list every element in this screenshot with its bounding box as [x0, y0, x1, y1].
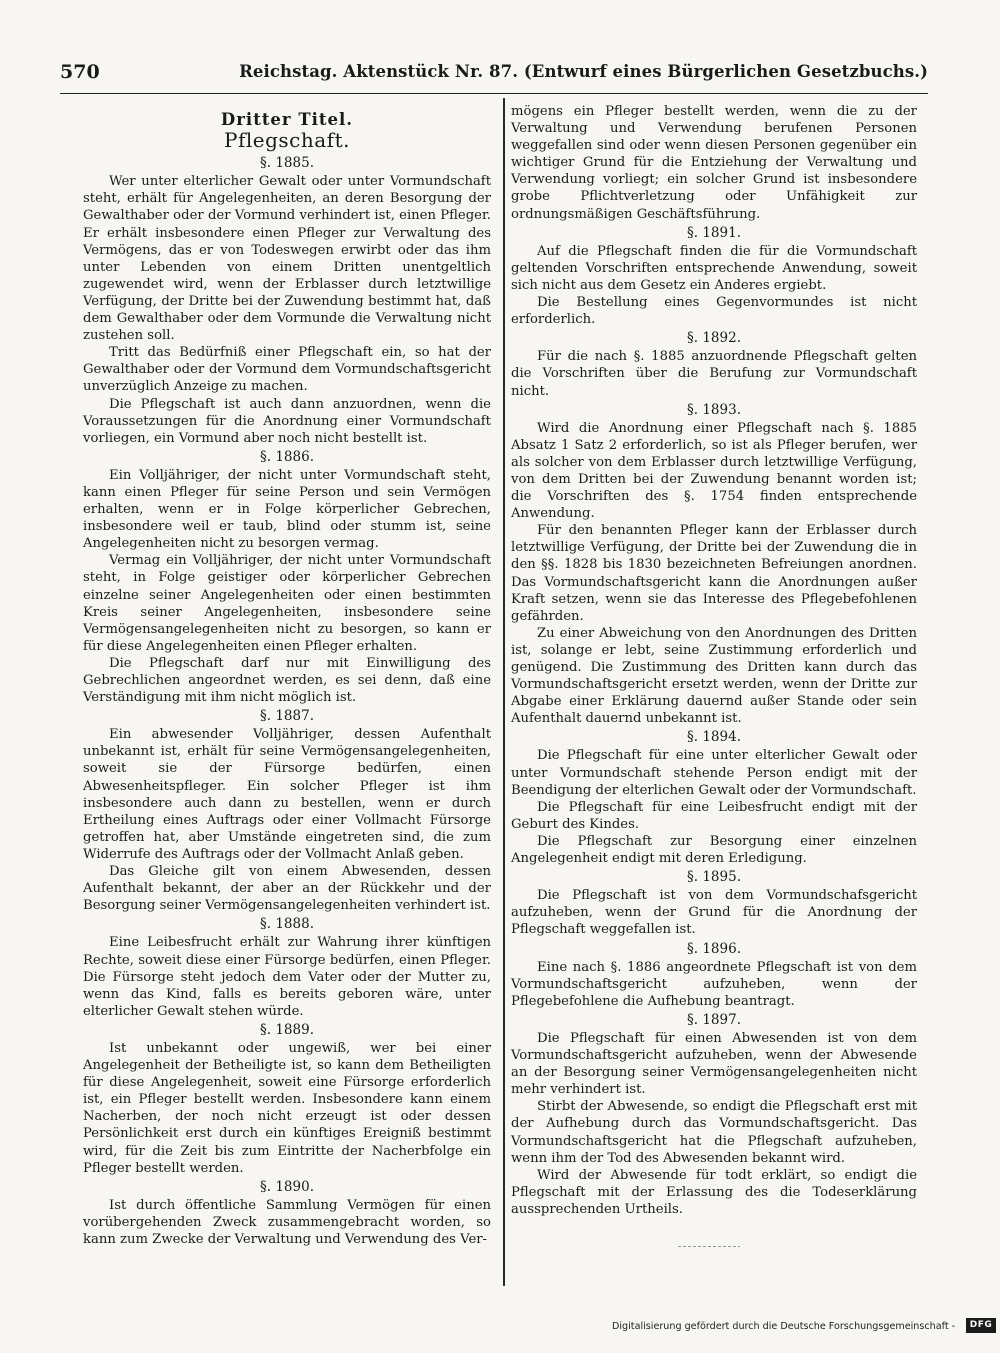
- section-paragraph: Die Pflegschaft ist auch dann anzuordnen, wenn die Voraussetzungen für die Anordnung einer Vormundschaft vorliegen, ein Vormund aber noch nicht bestellt ist.: [83, 396, 491, 446]
- section-paragraph: Zu einer Abweichung von den Anordnungen des Dritten ist, solange er lebt, seine Zustimmung erforderlich und genügend. Die Zustimmung des Dritten kann durch das Vormundschaftsgericht ersetzt werden, wenn der Dritte zur Abgabe einer Erklärung dauernd außer Stande oder sein Aufenthalt dauernd unbekannt ist.: [511, 625, 917, 727]
- section-paragraph: Die Pflegschaft für eine unter elterlicher Gewalt oder unter Vormundschaft stehende Person endigt mit der Beendigung der elterlichen Gewalt oder der Vormundschaft.: [511, 748, 917, 798]
- section-paragraph: Vermag ein Volljähriger, der nicht unter Vormundschaft steht, in Folge geistiger oder körperlicher Gebrechen einzelne seiner Angelegenheiten oder einen bestimmten Kreis seiner Angelegenheiten, insbesondere seine Vermögensangelegenheiten nicht zu besorgen, so kann er für diese Angelegenheiten einen Pfleger erhalten.: [83, 553, 491, 654]
- left-column: [83, 103, 491, 1248]
- section-paragraph: Eine nach §. 1886 angeordnete Pflegschaft ist von dem Vormundschaftsgericht aufzuheben, wenn der Pflegebefohlene die Aufhebung beantragt.: [511, 959, 917, 1009]
- section-paragraph: Ist durch öffentliche Sammlung Vermögen für einen vorübergehenden Zweck zusammengebracht worden, so kann zum Zwecke der Verwaltung und Verwendung des Ver-: [83, 1197, 491, 1247]
- section-paragraph: Für den benannten Pfleger kann der Erblasser durch letztwillige Verfügung, der Dritte bei der Zuwendung die in den §§. 1828 bis 1830 bezeichneten Befreiungen anordnen. Das Vormundschaftsgericht kann die Anordnungen außer Kraft setzen, wenn sie das Interesse des Pflegebefohlenen gefährden.: [511, 523, 917, 624]
- section-paragraph: Ist unbekannt oder ungewiß, wer bei einer Angelegenheit der Betheiligte ist, so kann dem Betheiligten für diese Angelegenheit, soweit eine Fürsorge erforderlich ist, ein Pfleger bestellt werden. Insbesondere kann einem Nacherben, der noch nicht erzeugt ist oder dessen Persönlichkeit erst durch ein künftiges Ereigniß bestimmt wird, für die Zeit bis zum Eintritte der Nacherbfolge ein Pfleger bestellt werden.: [83, 1040, 491, 1176]
- footer-rule: [678, 1246, 740, 1247]
- running-title: Reichstag. Aktenstück Nr. 87. (Entwurf eines Bürgerlichen Gesetzbuchs.): [239, 62, 928, 81]
- section-number: §. 1893.: [687, 401, 741, 418]
- section-paragraph: Die Pflegschaft darf nur mit Einwilligung des Gebrechlichen angeordnet werden, es sei denn, daß eine Verständigung mit ihm nicht möglich ist.: [83, 655, 491, 706]
- page-header: [60, 55, 928, 94]
- section-number: §. 1891.: [687, 224, 741, 241]
- section-number: §. 1897.: [687, 1011, 741, 1028]
- section-paragraph: Stirbt der Abwesende, so endigt die Pflegschaft erst mit der Aufhebung durch das Vormundschaftsgericht. Das Vormundschaftsgericht hat die Pflegschaft aufzuheben, wenn ihm der Tod des Abwesenden bekannt wird.: [511, 1099, 917, 1166]
- section-paragraph: Wer unter elterlicher Gewalt oder unter Vormundschaft steht, erhält für Angelegenheiten, an deren Besorgung der Gewalthaber oder der Vormund verhindert ist, einen Pfleger. Er erhält insbesondere einen Pfleger zur Verwaltung des Vermögens, das er von Todeswegen erwirbt oder das ihm unter Lebenden von einem Dritten unentgeltlich zugewendet wird, wenn der Erblasser durch letztwillige Verfügung, der Dritte bei der Zuwendung bestimmt hat, daß dem Gewalthaber oder dem Vormunde die Verwaltung nicht zustehen soll.: [83, 174, 491, 344]
- section-paragraph: Die Pflegschaft ist von dem Vormundschafsgericht aufzuheben, wenn der Grund für die Anordnung der Pflegschaft weggefallen ist.: [511, 888, 917, 938]
- section-paragraph: Für die nach §. 1885 anzuordnende Pflegschaft gelten die Vorschriften über die Berufung zur Vormundschaft nicht.: [511, 349, 917, 399]
- dfg-logo: DFG: [966, 1318, 996, 1333]
- right-column: [511, 103, 917, 1218]
- section-number: §. 1889.: [260, 1021, 314, 1038]
- section-paragraph: Wird die Anordnung einer Pflegschaft nach §. 1885 Absatz 1 Satz 2 erforderlich, so ist als Pfleger berufen, wer als solcher von dem Erblasser durch letztwillige Verfügung, von dem Dritten bei der Zuwendung benannt worden ist; die Vorschriften des §. 1754 finden entsprechende Anwendung.: [511, 420, 917, 522]
- section-number: §. 1885.: [260, 155, 314, 172]
- section-paragraph: Ein abwesender Volljähriger, dessen Aufenthalt unbekannt ist, erhält für seine Vermögensangelegenheiten, soweit sie der Fürsorge bedürfen, einen Abwesenheitspfleger. Ein solcher Pfleger ist ihm insbesondere auch dann zu bestellen, wenn er durch Ertheilung eines Auftrags oder einer Vollmacht Fürsorge getroffen hat, aber Umstände eingetreten sind, die zum Widerrufe des Auftrags oder der Vollmacht Anlaß geben.: [83, 727, 491, 862]
- section-number: §. 1894.: [687, 729, 741, 746]
- section-paragraph: Tritt das Bedürfniß einer Pflegschaft ein, so hat der Gewalthaber oder der Vormund dem Vormundschaftsgericht unverzüglich Anzeige zu machen.: [83, 345, 491, 395]
- continued-paragraph: mögens ein Pfleger bestellt werden, wenn die zu der Verwaltung und Verwendung berufenen Personen weggefallen sind oder wenn diesen Personen gegenüber ein wichtiger Grund für die Entziehung der Verwaltung und Verwendung vorliegt; ein solcher Grund ist insbesondere grobe Pflichtverletzung oder Unfähigkeit zur ordnungsmäßigen Geschäftsführung.: [511, 104, 917, 222]
- section-paragraph: Die Bestellung eines Gegenvormundes ist nicht erforderlich.: [511, 295, 917, 328]
- section-paragraph: Das Gleiche gilt von einem Abwesenden, dessen Aufenthalt bekannt, der aber an der Rückkehr und der Besorgung seiner Vermögensangelegenheiten verhindert ist.: [83, 864, 491, 914]
- section-paragraph: Die Pflegschaft für eine Leibesfrucht endigt mit der Geburt des Kindes.: [511, 799, 917, 832]
- chapter-subtitle: Pflegschaft.: [224, 128, 350, 153]
- section-number: §. 1892.: [687, 330, 741, 347]
- column-divider: [503, 98, 505, 1286]
- section-number: §. 1896.: [687, 940, 741, 957]
- section-paragraph: Wird der Abwesende für todt erklärt, so endigt die Pflegschaft mit der Erlassung des die Todeserklärung aussprechenden Urtheils.: [511, 1167, 917, 1217]
- section-paragraph: Auf die Pflegschaft finden die für die Vormundschaft geltenden Vorschriften entsprechende Anwendung, soweit sich nicht aus dem Gesetz ein Anderes ergiebt.: [511, 243, 917, 293]
- section-number: §. 1888.: [260, 916, 314, 933]
- section-paragraph: Ein Volljähriger, der nicht unter Vormundschaft steht, kann einen Pfleger für seine Person und sein Vermögen erhalten, wenn er in Folge körperlicher Gebrechen, insbesondere weil er taub, blind oder stumm ist, seine Angelegenheiten nicht zu besorgen vermag.: [83, 467, 491, 552]
- section-number: §. 1886.: [260, 448, 314, 465]
- section-paragraph: Die Pflegschaft zur Besorgung einer einzelnen Angelegenheit endigt mit deren Erledigung.: [511, 833, 917, 867]
- page-number: 570: [60, 61, 100, 83]
- section-number: §. 1887.: [260, 708, 314, 725]
- digitization-credit: Digitalisierung gefördert durch die Deutsche Forschungsgemeinschaft -: [612, 1321, 956, 1332]
- section-number: §. 1895.: [687, 869, 741, 886]
- chapter-title: Dritter Titel.: [220, 110, 354, 129]
- section-number: §. 1890.: [260, 1178, 314, 1195]
- section-paragraph: Die Pflegschaft für einen Abwesenden ist von dem Vormundschaftsgericht aufzuheben, wenn der Abwesende an der Besorgung seiner Vermögensangelegenheiten nicht mehr verhindert ist.: [511, 1030, 917, 1098]
- section-paragraph: Eine Leibesfrucht erhält zur Wahrung ihrer künftigen Rechte, soweit diese einer Fürsorge bedürfen, einen Pfleger. Die Fürsorge steht jedoch dem Vater oder der Mutter zu, wenn das Kind, falls es bereits geboren wäre, unter elterlicher Gewalt stehen würde.: [83, 935, 491, 1019]
